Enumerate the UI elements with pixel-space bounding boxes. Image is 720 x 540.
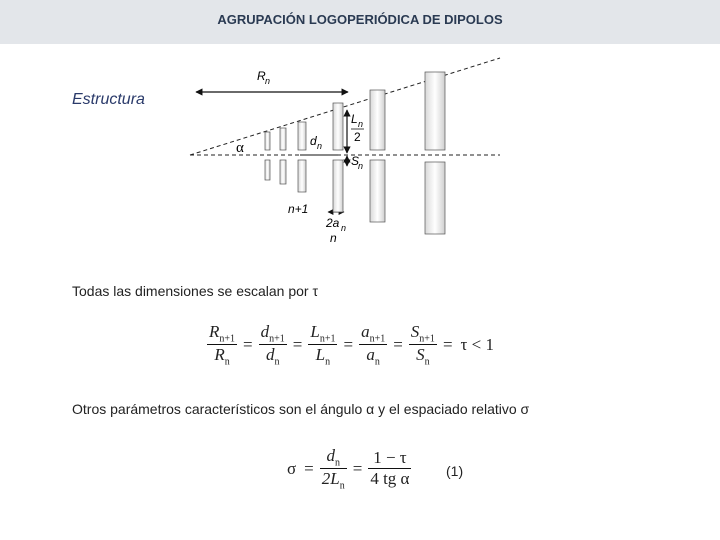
diameter-subscript: n [341, 223, 347, 233]
tau-bound: τ < 1 [460, 334, 494, 354]
r-ratio: $\frac{R_{n+1}}{R_n}$ [209, 322, 236, 368]
r-label: R [257, 69, 266, 83]
diameter-label: 2a [326, 216, 340, 230]
r-subscript: n [265, 76, 271, 86]
scaling-equation: $\frac{R_{n+1}}{R_n}$ = $\frac{d_{n+1}}{d_n}$ = $\frac{L_{n+1}}{L_n}$ = $\frac{a_{n+1}}{a_n}$ = $\frac{S_{n+1}}{S_n}$ = τ < 1 [209, 322, 494, 368]
alpha-label: α [236, 140, 244, 156]
dipole-top [265, 132, 270, 150]
s-label: S [351, 154, 360, 168]
sigma-equation: σ = $\frac{d_n}{2L_n}$ = $\frac{1 - \tau}{\text{4 tg α}}$ [287, 446, 410, 492]
sigma-ratio-2: $\frac{1 - \tau}{\text{4 tg α}}$ [370, 448, 410, 489]
sigma-symbol: σ [287, 458, 297, 478]
a-ratio: $\frac{a_{n+1}}{a_n}$ [361, 322, 386, 368]
d-subscript: n [317, 141, 323, 151]
scaling-statement: Todas las dimensiones se escalan por τ [72, 283, 318, 299]
section-label-estructura: Estructura [72, 91, 145, 108]
dipole-bottom [298, 160, 306, 192]
l-ratio: $\frac{L_{n+1}}{L_n}$ [310, 322, 336, 368]
d-ratio: $\frac{d_{n+1}}{d_n}$ [260, 322, 285, 368]
l-label: L [351, 112, 358, 126]
d-label: d [310, 134, 317, 148]
half-denominator: 2 [354, 130, 361, 144]
s-ratio: $\frac{S_{n+1}}{S_n}$ [410, 322, 435, 368]
s-subscript: n [358, 161, 364, 171]
dipole-bottom [280, 160, 286, 184]
dipole-top [425, 72, 445, 150]
n-plus-one-label: n+1 [288, 202, 309, 216]
equation-number: (1) [446, 463, 464, 479]
dipole-bottom [333, 160, 343, 212]
dipole-top [370, 90, 385, 150]
dipole-top [333, 103, 343, 150]
dipole-bottom [265, 160, 270, 180]
dipole-bottom [370, 160, 385, 222]
sigma-ratio-1: $\frac{d_n}{2L_n}$ [321, 446, 345, 492]
dipole-top [298, 122, 306, 150]
dipole-bottom [425, 162, 445, 234]
page-title: AGRUPACIÓN LOGOPERIÓDICA DE DIPOLOS [217, 12, 503, 27]
l-subscript: n [358, 119, 364, 129]
dipole-top [280, 128, 286, 150]
parameters-statement: Otros parámetros característicos son el ángulo α y el espaciado relativo σ [72, 401, 530, 417]
diameter-subscript-2: n [330, 231, 337, 245]
